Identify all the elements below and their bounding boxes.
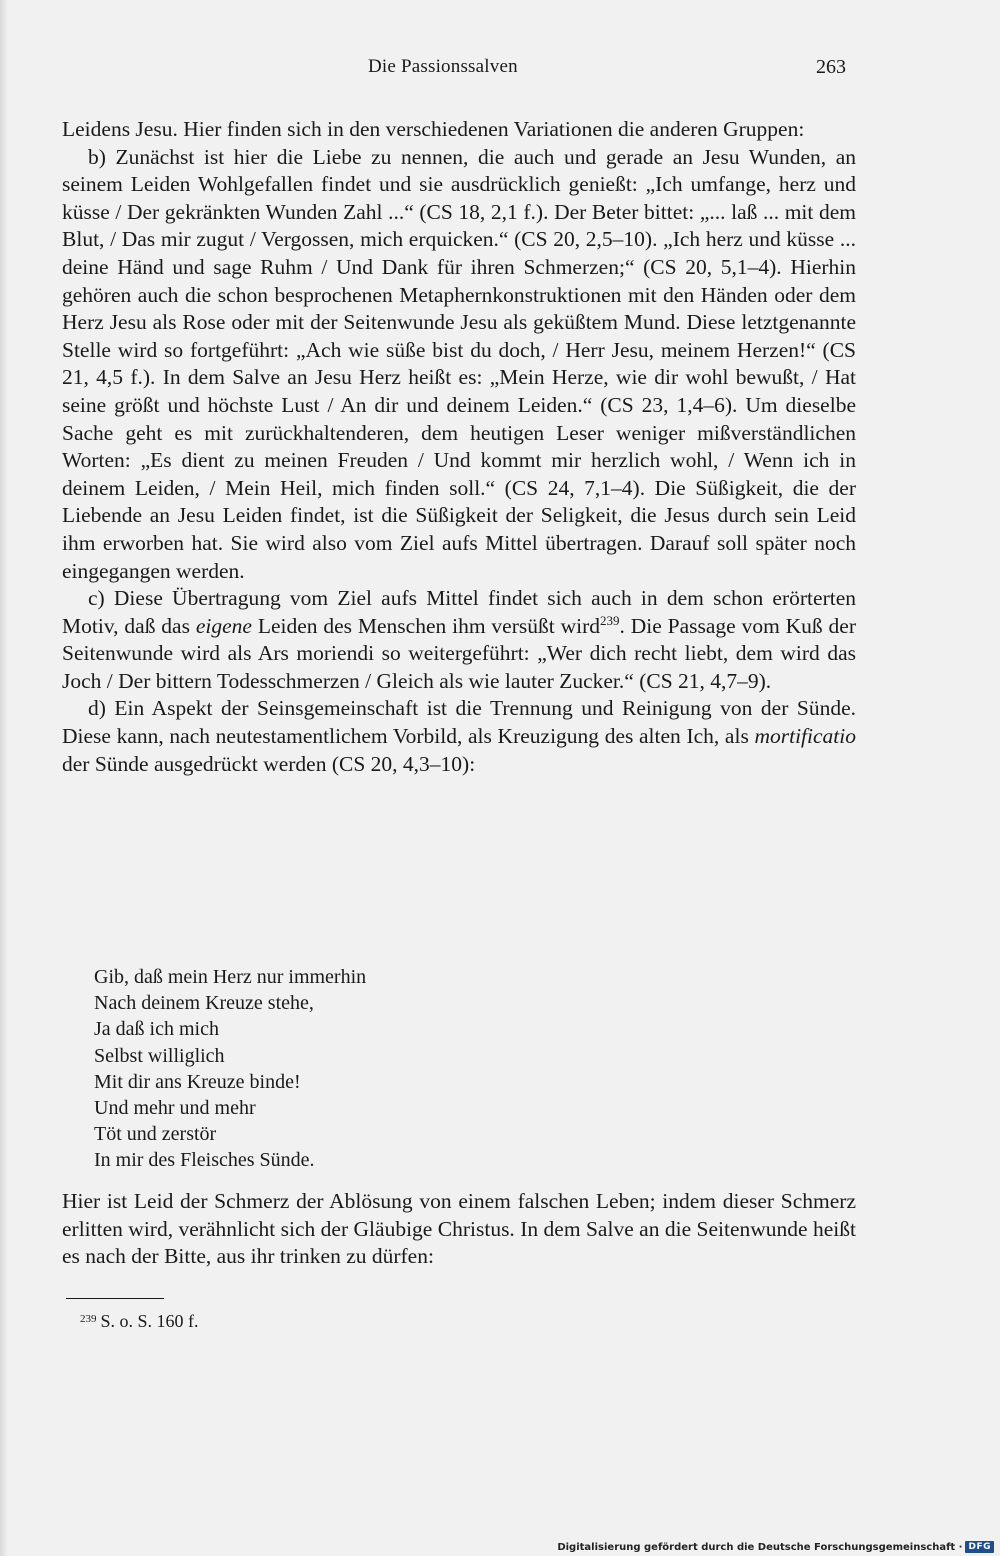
- page-number: 263: [816, 56, 846, 78]
- poem-line: Ja daß ich mich: [94, 1018, 219, 1041]
- emphasis-mortificatio: mortificatio: [754, 724, 856, 749]
- paragraph-c: [62, 585, 856, 695]
- digitization-credit: Digitalisierung gefördert durch die Deutsche Forschungsgemeinschaft ·: [557, 1541, 963, 1553]
- poem-line: Mit dir ans Kreuze binde!: [94, 1070, 301, 1093]
- poem-quote: [94, 964, 594, 1174]
- paragraph-1: Leidens Jesu. Hier finden sich in den verschiedenen Variationen die anderen Gruppen:: [62, 117, 805, 141]
- digitization-banner: [557, 1541, 994, 1553]
- scan-edge: [0, 0, 8, 1556]
- paragraph-c-text-1: c) Diese Übertragung vom Ziel aufs Mittel findet sich auch in dem schon erörterten Motiv, daß das: [62, 586, 856, 638]
- paragraph-c-text-2: Leiden des Menschen ihm versüßt wird: [251, 613, 600, 638]
- poem-line: Nach deinem Kreuze stehe,: [94, 992, 314, 1015]
- dfg-logo: DFG: [965, 1541, 994, 1553]
- closing-text: [62, 1188, 856, 1271]
- poem-line: Gib, daß mein Herz nur immerhin: [94, 966, 367, 988]
- closing-paragraph: Hier ist Leid der Schmerz der Ablösung von einem falschen Leben; indem dieser Schmerz erlitten wird, verähnlicht sich der Gläubige Christus. In dem Salve an die Seitenwunde heißt es nach der Bitte, aus ihr trinken zu dürfen:: [62, 1189, 856, 1269]
- emphasis-eigene: eigene: [195, 613, 252, 638]
- poem-line: Und mehr und mehr: [94, 1097, 256, 1120]
- footnote-number: 239: [80, 1313, 97, 1325]
- poem-line: Töt und zerstör: [94, 1123, 217, 1146]
- paragraph-d: [62, 695, 856, 778]
- poem-line: In mir des Fleisches Sünde.: [94, 1149, 315, 1172]
- paragraph-b: b) Zunächst ist hier die Liebe zu nennen, die auch und gerade an Jesu Wunden, an seinem Leiden Wohlgefallen findet und sie ausdrücklich genießt: „Ich umfange, herz und küsse / Der gekränkten Wunden Zahl ...“ (CS 18, 2,1 f.). Der Beter bittet: „... laß ... mit dem Blut, / Das mir zugut / Vergossen, mich erquicken.“ (CS 20, 2,5–10). „Ich herz und küsse ... deine Händ und sage Ruhm / Und Dank für ihren Schmerzen;“ (CS 20, 5,1–4). Hierhin gehören auch die schon besprochenen Metaphernkonstruktionen mit den Händen oder dem Herz Jesu als Rose oder mit der Seitenwunde Jesu als geküßtem Mund. Diese letztgenannte Stelle wird so fortgeführt: „Ach wie süße bist du doch, / Herr Jesu, meinem Herzen!“ (CS 21, 4,5 f.). In dem Salve an Jesu Herz heißt es: „Mein Herze, wie dir wohl bewußt, / Hat seine größt und höchste Lust / An dir und deinem Leiden.“ (CS 23, 1,4–6). Um dieselbe Sache geht es mit zurückhaltenderen, dem heutigen Leser weniger mißverständlichen Worten: „Es dient zu meinen Freuden / Und kommt mir herzlich wohl, / Wenn ich in deinem Leiden, / Mein Heil, mich finden soll.“ (CS 24, 7,1–4). Die Süßigkeit, die der Liebende an Jesu Leiden findet, ist die Süßigkeit der Seligkeit, die Jesus durch sein Leid ihm erworben hat. Sie wird also vom Ziel aufs Mittel übertragen. Darauf soll später noch eingegangen werden.: [62, 144, 856, 583]
- footnote-text: S. o. S. 160 f.: [100, 1311, 199, 1331]
- paragraph-d-text-2: der Sünde ausgedrückt werden (CS 20, 4,3–10):: [62, 751, 476, 776]
- footnote: [80, 1311, 199, 1332]
- paragraph-c-text-3: . Die Passage vom Kuß der Seitenwunde wird als Ars moriendi so weitergeführt: „Wer dich recht liebt, dem wird das Joch / Der bittern Todesschmerzen / Gleich als wie lauter Zucker.“ (CS 21, 4,7–9).: [62, 613, 856, 693]
- paragraph-d-text-1: d) Ein Aspekt der Seinsgemeinschaft ist die Trennung und Reinigung von der Sünde. Diese kann, nach neutestamentlichem Vorbild, als Kreuzigung des alten Ich, als: [62, 696, 856, 749]
- footnote-rule: [66, 1298, 164, 1299]
- poem-line: Selbst williglich: [94, 1044, 225, 1067]
- running-title: Die Passionssalven: [368, 56, 518, 77]
- footnote-ref-239: 239: [600, 612, 620, 628]
- main-text: [62, 116, 856, 778]
